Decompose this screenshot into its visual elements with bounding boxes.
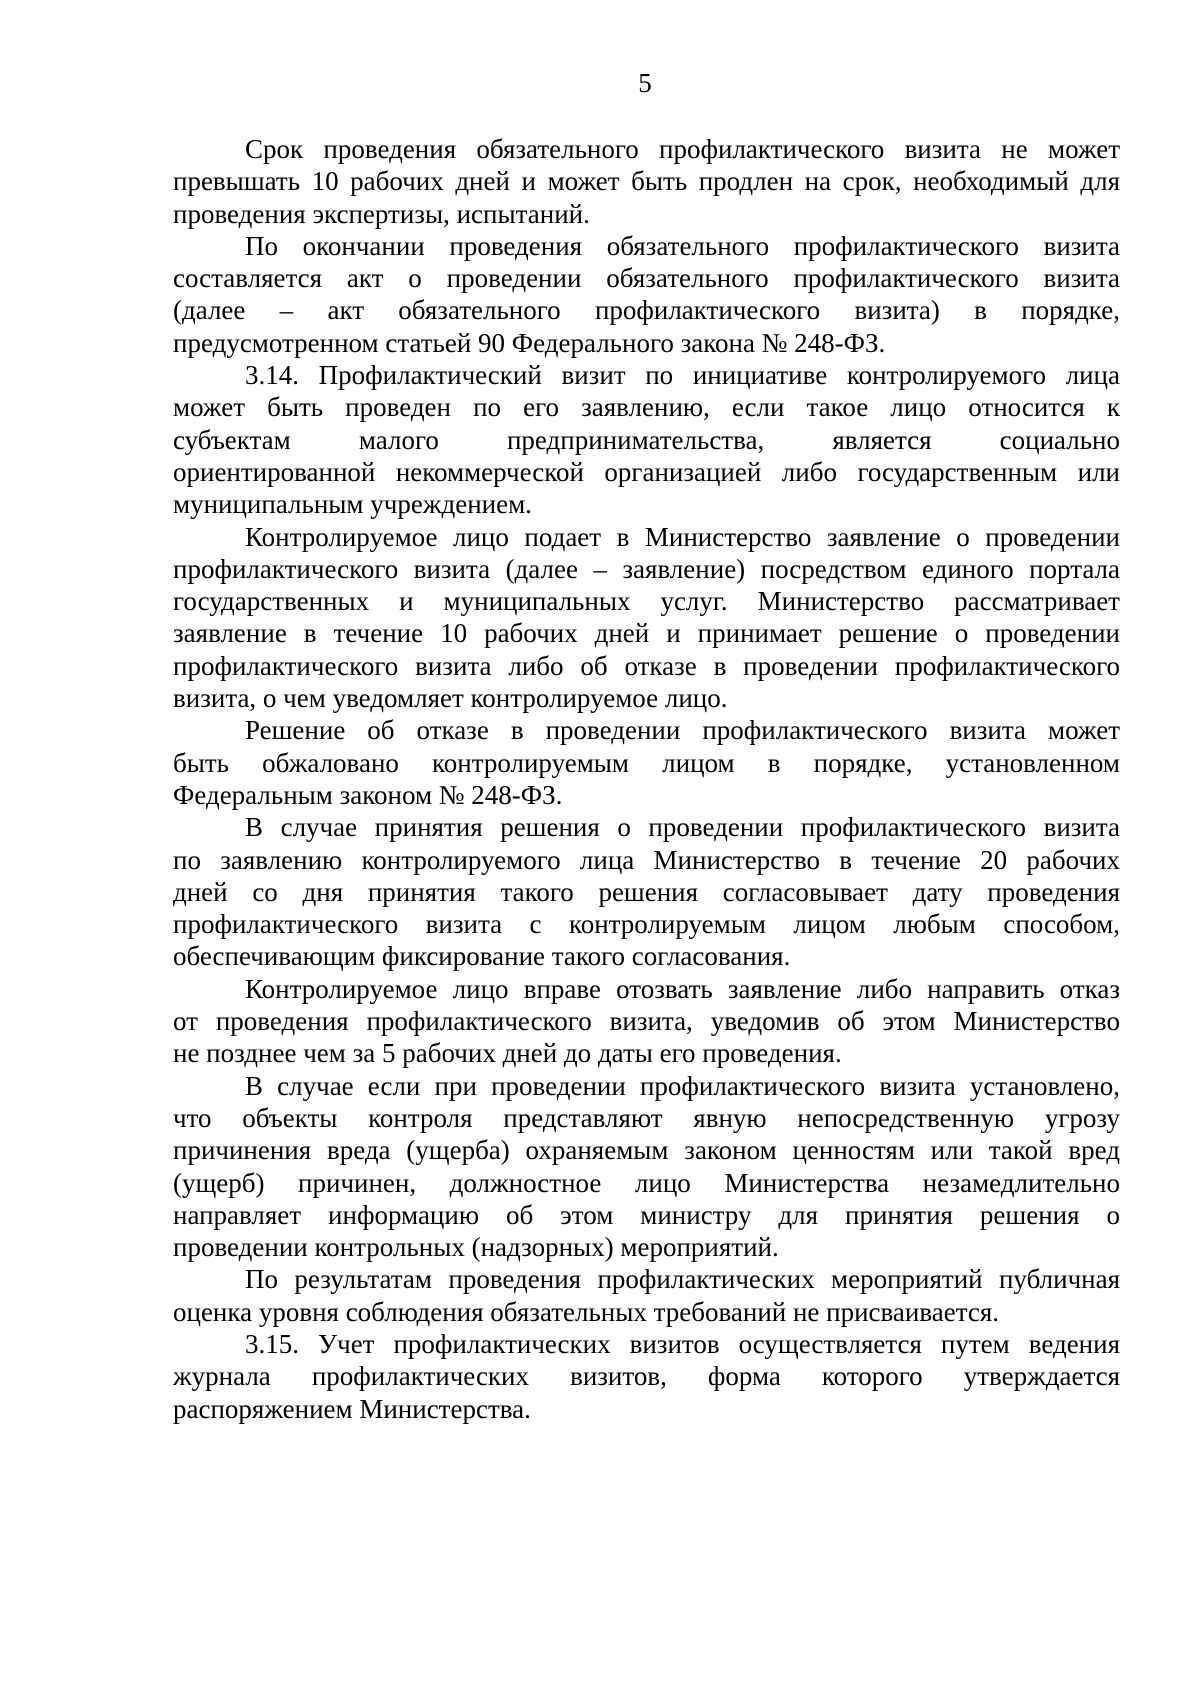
text-line: Контролируемое лицо вправе отозвать заявление либо направить отказ xyxy=(245,973,1120,1004)
text-line: В случае принятия решения о проведении профилактического визита xyxy=(245,812,1120,843)
text-line: профилактического визита (далее – заявление) посредством единого портала xyxy=(173,553,1120,584)
text-line: Срок проведения обязательного профилактического визита не может xyxy=(245,134,1120,164)
text-line: Контролируемое лицо подает в Министерство заявление о проведении xyxy=(245,521,1120,552)
text-line: визита, о чем уведомляет контролируемое лицо. xyxy=(173,683,728,714)
page-number: 5 xyxy=(638,68,652,98)
text-line: составляется акт о проведении обязательного профилактического визита xyxy=(173,263,1120,294)
text-line: Решение об отказе в проведении профилактического визита может xyxy=(245,715,1120,746)
text-line: проведения экспертизы, испытаний. xyxy=(173,198,590,229)
paragraph xyxy=(173,230,1120,359)
text-line: муниципальным учреждением. xyxy=(173,489,532,520)
text-line: профилактического визита либо об отказе в проведении профилактического xyxy=(173,650,1120,681)
text-line: журнала профилактических визитов, форма которого утверждается xyxy=(173,1361,1120,1392)
paragraph xyxy=(173,811,1120,972)
text-line: оценка уровня соблюдения обязательных требований не присваивается. xyxy=(173,1296,1000,1327)
text-line: что объекты контроля представляют явную непосредственную угрозу xyxy=(173,1102,1120,1133)
paragraph xyxy=(173,521,1120,715)
text-line: направляет информацию об этом министру для принятия решения о xyxy=(173,1199,1120,1230)
paragraph xyxy=(173,1263,1120,1328)
text-line: от проведения профилактического визита, уведомив об этом Министерство xyxy=(173,1006,1120,1037)
text-line: 3.14. Профилактический визит по инициативе контролируемого лица xyxy=(245,360,1120,391)
text-line: ориентированной некоммерческой организацией либо государственным или xyxy=(173,456,1120,487)
text-line: профилактического визита с контролируемым лицом любым способом, xyxy=(173,909,1120,940)
paragraph xyxy=(173,359,1120,520)
text-line: причинения вреда (ущерба) охраняемым законом ценностям или такой вред xyxy=(173,1135,1120,1166)
text-line: (далее – акт обязательного профилактического визита) в порядке, xyxy=(173,295,1120,326)
text-line: Федеральным законом № 248-ФЗ. xyxy=(173,779,563,810)
paragraph xyxy=(173,973,1120,1070)
text-line: может быть проведен по его заявлению, если такое лицо относится к xyxy=(173,392,1120,423)
text-line: по заявлению контролируемого лица Министерство в течение 20 рабочих xyxy=(173,844,1120,875)
text-line: заявление в течение 10 рабочих дней и принимает решение о проведении xyxy=(173,618,1120,649)
paragraph xyxy=(173,133,1120,230)
text-line: субъектам малого предпринимательства, является социально xyxy=(173,424,1120,455)
paragraph xyxy=(173,1328,1120,1425)
text-line: 3.15. Учет профилактических визитов осуществляется путем ведения xyxy=(245,1328,1120,1359)
paragraph xyxy=(173,1070,1120,1264)
text-line: обеспечивающим фиксирование такого согласования. xyxy=(173,941,791,972)
text-line: предусмотренном статьей 90 Федерального закона № 248-ФЗ. xyxy=(173,327,886,358)
paragraph xyxy=(173,714,1120,811)
text-line: По результатам проведения профилактических мероприятий публичная xyxy=(245,1264,1120,1295)
text-line: проведении контрольных (надзорных) мероприятий. xyxy=(173,1232,779,1263)
text-line: дней со дня принятия такого решения согласовывает дату проведения xyxy=(173,876,1120,907)
text-line: превышать 10 рабочих дней и может быть продлен на срок, необходимый для xyxy=(173,166,1120,197)
text-line: По окончании проведения обязательного профилактического визита xyxy=(245,230,1120,261)
text-line: (ущерб) причинен, должностное лицо Министерства незамедлительно xyxy=(173,1167,1120,1198)
text-line: быть обжаловано контролируемым лицом в порядке, установленном xyxy=(173,747,1120,778)
text-line: государственных и муниципальных услуг. Министерство рассматривает xyxy=(173,586,1120,617)
text-line: не позднее чем за 5 рабочих дней до даты его проведения. xyxy=(173,1038,842,1069)
text-line: В случае если при проведении профилактического визита установлено, xyxy=(245,1070,1120,1101)
text-line: распоряжением Министерства. xyxy=(173,1393,531,1424)
document-body xyxy=(173,133,1120,1425)
